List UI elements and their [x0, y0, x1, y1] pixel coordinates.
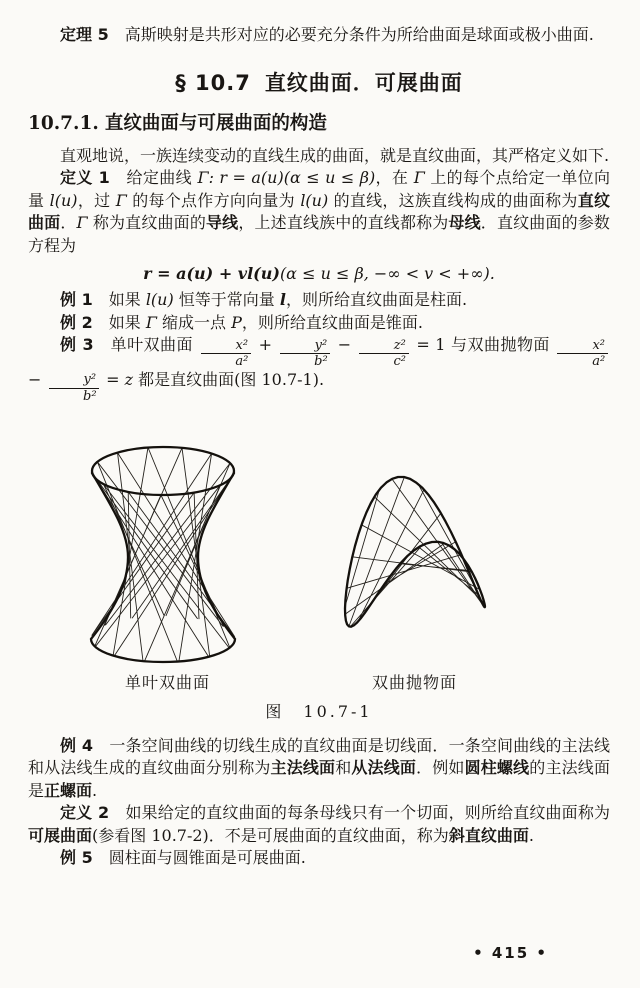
paragraph-definition-2: 定义 2 如果给定的直纹曲面的每条母线只有一个切面，则所给直纹曲面称为可展曲面(参看图 10.7-2)．不是可展曲面的直纹曲面，称为斜直纹曲面. — [28, 803, 610, 845]
paragraph-example-1: 例 1 如果 l(u) 恒等于常向量 l，则所给直纹曲面是柱面. — [60, 290, 468, 309]
display-formula-ruled-surface: r = a(u) + vl(u)(α ≤ u ≤ β, −∞ < v < +∞). — [143, 264, 495, 283]
subsection-heading — [28, 109, 610, 135]
page-number: • 415 • — [473, 944, 548, 962]
figure-captions-row — [28, 670, 610, 694]
hyperboloid-top-rim — [92, 447, 234, 495]
paragraph-definition-1: 定义 1 给定曲线 Γ: r = a(u)(α ≤ u ≤ β)，在 Γ 上的每个点给定一单位向量 l(u)，过 Γ 的每个点作方向向量为 l(u) 的直线，这族直线构成的曲面称为直纹曲面．Γ 称为直纹曲面的导线，上述直线族中的直线都称为母线．直纹曲面的参数方程为 — [28, 168, 610, 255]
caption-hyperboloid: 单叶双曲面 — [125, 672, 211, 692]
hyperboloid-ruling-lines — [92, 447, 235, 661]
section-heading — [28, 67, 610, 97]
saddle-ruling-lines — [345, 477, 485, 627]
hyperboloid-figure — [88, 444, 238, 666]
caption-saddle: 双曲抛物面 — [372, 672, 458, 692]
figure-10-7-1 — [28, 408, 610, 670]
section-number: § 10.7 — [175, 70, 251, 95]
subsection-number: 10.7.1. — [28, 112, 99, 134]
subsection-title: 直纹曲面与可展曲面的构造 — [104, 112, 327, 134]
saddle-figure — [320, 462, 510, 664]
saddle-boundary — [345, 477, 485, 627]
paragraph-example-2: 例 2 如果 Γ 缩成一点 P，则所给直纹曲面是锥面. — [60, 312, 423, 332]
paragraph-example-4: 例 4 一条空间曲线的切线生成的直纹曲面是切线面．一条空间曲线的主法线和从法线生成的直纹曲面分别称为主法线面和从法线面．例如圆柱螺线的主法线面是正螺面. — [28, 735, 610, 800]
figure-number-caption: 图 10.7-1 — [265, 701, 373, 721]
paragraph-intro: 直观地说，一族连续变动的直线生成的曲面，就是直纹曲面，其严格定义如下. — [60, 145, 610, 165]
paragraph-theorem-5: 定理 5 高斯映射是共形对应的必要充分条件为所给曲面是球面或极小曲面. — [60, 25, 594, 44]
paragraph-example-5: 例 5 圆柱面与圆锥面是可展曲面. — [60, 848, 306, 868]
paragraph-example-3: 例 3 单叶双曲面 $\frac{\text{x²}}{\text{a²}}$ + $\frac{\text{y²}}{\text{b²}}$ − $\frac{\text{z²}}{\text{c²}}$ = 1 与双曲抛物面 $\frac{\text{x²}}{\text{a²}}$ − $\frac{\text{y²}}{\text{b²}}$ = z 都是直纹曲面(图 10.7-1). — [28, 334, 610, 404]
section-title: 直纹曲面．可展曲面 — [264, 70, 463, 95]
